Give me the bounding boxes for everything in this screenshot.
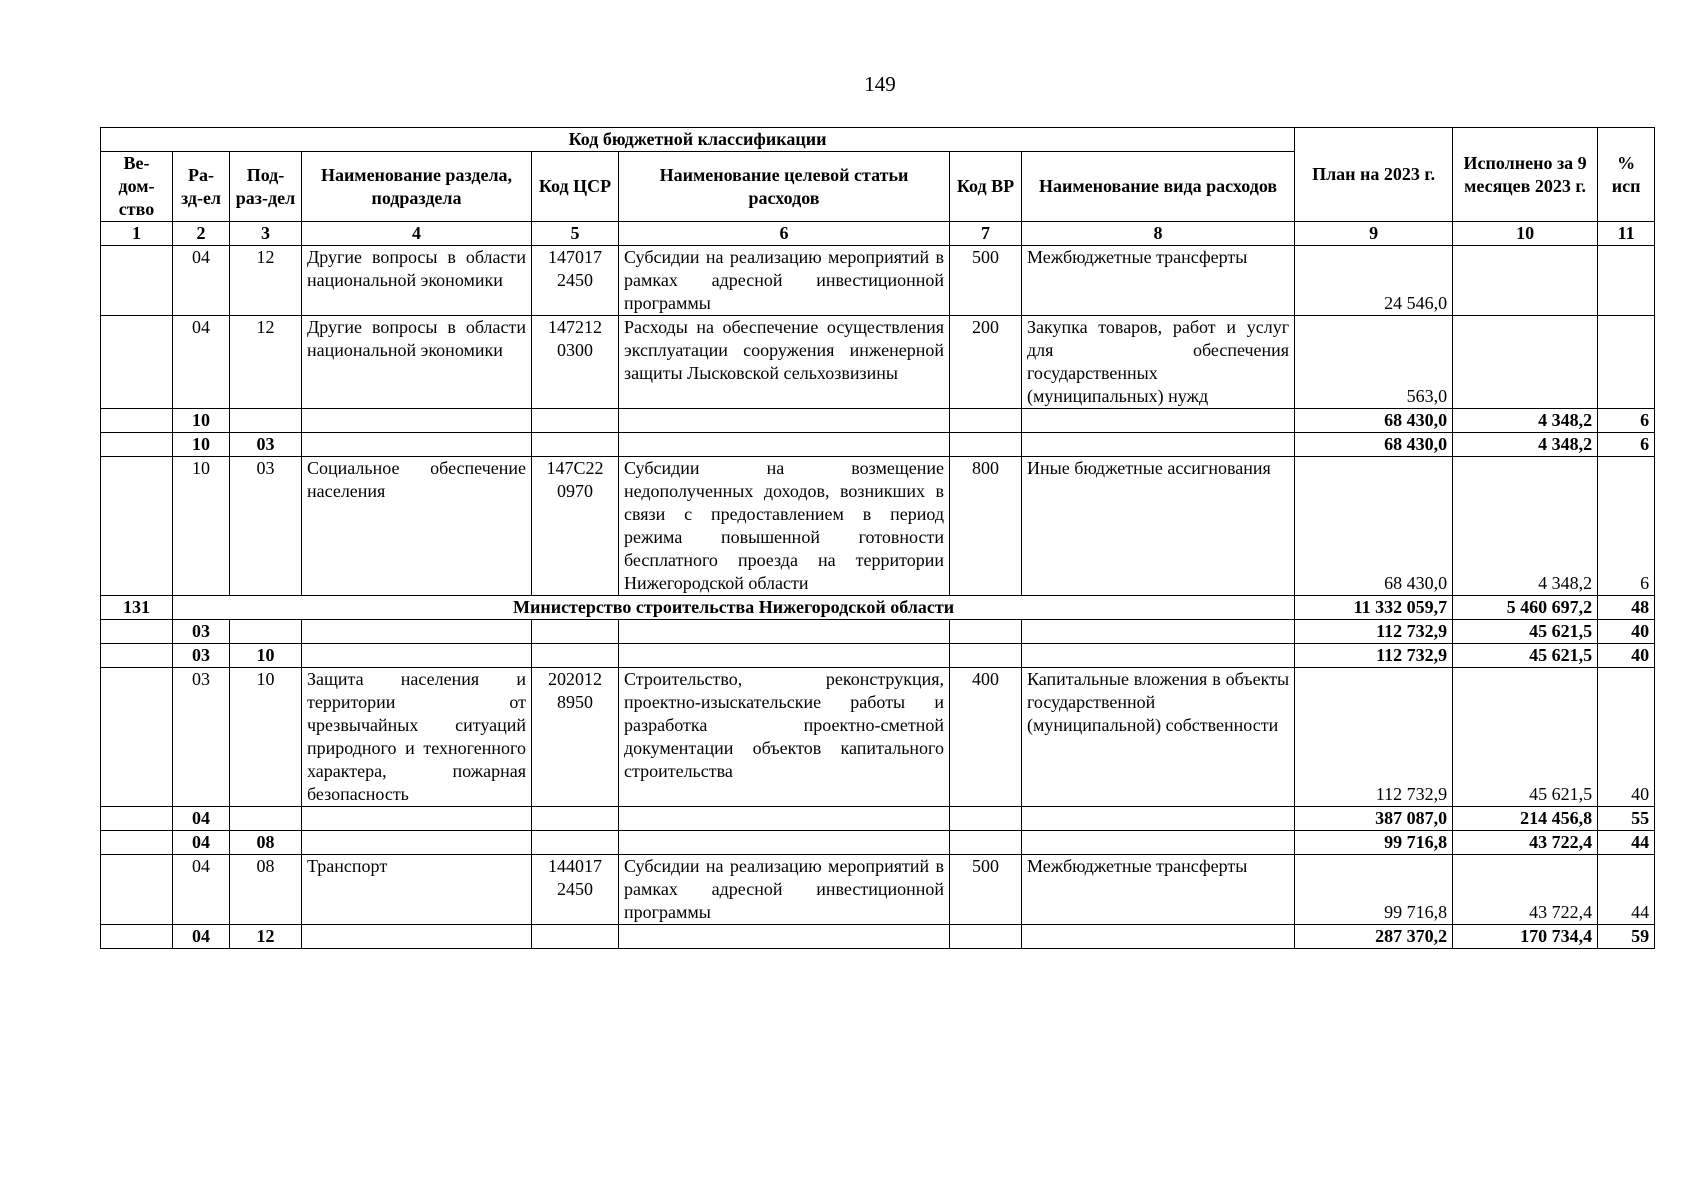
- cell-ispolneno: 43 722,4: [1453, 831, 1598, 855]
- cell-naim-razdela: Социальное обеспечение населения: [302, 457, 532, 596]
- cell-naim-razdela: Защита населения и территории от чрезвычайных ситуаций природного и техногенного характера, пожарная безопасность: [302, 668, 532, 807]
- table-row: [101, 246, 1655, 316]
- cell-empty: [302, 807, 532, 831]
- cell-ispolneno: 43 722,4: [1453, 855, 1598, 925]
- cell-podrazdel: 08: [230, 831, 302, 855]
- cell-razdel: 10: [173, 409, 230, 433]
- header-numbers-row: [101, 222, 1655, 246]
- cell-vedomstvo: [101, 855, 173, 925]
- header-plan: План на 2023 г.: [1295, 128, 1453, 222]
- cell-ispolneno: 170 734,4: [1453, 925, 1598, 949]
- cell-ispolneno: 4 348,2: [1453, 457, 1598, 596]
- cell-empty: [101, 807, 173, 831]
- header-razdel: Ра-зд-ел: [173, 152, 230, 222]
- header-naim-vida: Наименование вида расходов: [1022, 152, 1295, 222]
- cell-plan: 68 430,0: [1295, 409, 1453, 433]
- cell-podrazdel: 03: [230, 433, 302, 457]
- cell-ispolneno: 4 348,2: [1453, 433, 1598, 457]
- cell-razdel: 04: [173, 855, 230, 925]
- cell-empty: [619, 807, 950, 831]
- subtotal-row: [101, 644, 1655, 668]
- page-number: 149: [864, 72, 896, 96]
- column-number: 4: [302, 222, 532, 246]
- cell-plan: 112 732,9: [1295, 620, 1453, 644]
- cell-vedomstvo: [101, 668, 173, 807]
- cell-empty: [1022, 620, 1295, 644]
- cell-ispolneno: 45 621,5: [1453, 620, 1598, 644]
- ministry-row: [101, 596, 1655, 620]
- cell-razdel: 10: [173, 433, 230, 457]
- cell-kod-csr: 147212 0300: [532, 316, 619, 409]
- column-number: 7: [950, 222, 1022, 246]
- cell-naim-razdela: Транспорт: [302, 855, 532, 925]
- table-row: [101, 457, 1655, 596]
- cell-empty: [950, 433, 1022, 457]
- cell-plan: 68 430,0: [1295, 457, 1453, 596]
- column-number: 5: [532, 222, 619, 246]
- cell-vedomstvo: [101, 316, 173, 409]
- table-row: [101, 316, 1655, 409]
- cell-pct: 48: [1598, 596, 1655, 620]
- cell-empty: [101, 925, 173, 949]
- cell-empty: [1022, 409, 1295, 433]
- cell-naim-vida: Закупка товаров, работ и услуг для обеспечения государственных (муниципальных) нужд: [1022, 316, 1295, 409]
- cell-vedomstvo: [101, 457, 173, 596]
- cell-kod-vr: 800: [950, 457, 1022, 596]
- cell-naim-celevoy: Субсидии на реализацию мероприятий в рамках адресной инвестиционной программы: [619, 246, 950, 316]
- column-number: 3: [230, 222, 302, 246]
- header-kod-csr: Код ЦСР: [532, 152, 619, 222]
- header-vedomstvo: Ве-дом-ство: [101, 152, 173, 222]
- cell-podrazdel: [230, 620, 302, 644]
- cell-naim-razdela: Другие вопросы в области национальной экономики: [302, 246, 532, 316]
- cell-naim-celevoy: Субсидии на реализацию мероприятий в рамках адресной инвестиционной программы: [619, 855, 950, 925]
- cell-empty: [101, 433, 173, 457]
- cell-razdel: 04: [173, 831, 230, 855]
- header-group-title: Код бюджетной классификации: [101, 128, 1295, 152]
- cell-ispolneno: 45 621,5: [1453, 668, 1598, 807]
- header-ispolneno: Исполнено за 9 месяцев 2023 г.: [1453, 128, 1598, 222]
- cell-vedomstvo: [101, 246, 173, 316]
- subtotal-row: [101, 831, 1655, 855]
- cell-empty: [532, 644, 619, 668]
- cell-podrazdel: 10: [230, 668, 302, 807]
- cell-naim-vida: Межбюджетные трансферты: [1022, 855, 1295, 925]
- cell-razdel: 03: [173, 644, 230, 668]
- cell-kod-vr: 200: [950, 316, 1022, 409]
- cell-empty: [532, 807, 619, 831]
- subtotal-row: [101, 925, 1655, 949]
- cell-podrazdel: [230, 807, 302, 831]
- cell-empty: [302, 925, 532, 949]
- cell-plan: 99 716,8: [1295, 855, 1453, 925]
- cell-naim-razdela: Другие вопросы в области национальной экономики: [302, 316, 532, 409]
- cell-plan: 24 546,0: [1295, 246, 1453, 316]
- cell-empty: [619, 644, 950, 668]
- subtotal-row: [101, 409, 1655, 433]
- cell-kod-csr: 147017 2450: [532, 246, 619, 316]
- cell-empty: [532, 409, 619, 433]
- cell-pct: 44: [1598, 831, 1655, 855]
- cell-kod-vr: 500: [950, 246, 1022, 316]
- column-number: 9: [1295, 222, 1453, 246]
- cell-empty: [1022, 831, 1295, 855]
- cell-kod-vr: 400: [950, 668, 1022, 807]
- cell-empty: [950, 807, 1022, 831]
- cell-empty: [619, 409, 950, 433]
- cell-empty: [532, 925, 619, 949]
- cell-razdel: 04: [173, 925, 230, 949]
- header-naim-razdela: Наименование раздела, подраздела: [302, 152, 532, 222]
- column-number: 1: [101, 222, 173, 246]
- cell-pct: 44: [1598, 855, 1655, 925]
- cell-empty: [619, 831, 950, 855]
- cell-empty: [1022, 644, 1295, 668]
- column-number: 6: [619, 222, 950, 246]
- cell-empty: [532, 620, 619, 644]
- cell-razdel: 04: [173, 246, 230, 316]
- cell-plan: 112 732,9: [1295, 644, 1453, 668]
- cell-plan: 563,0: [1295, 316, 1453, 409]
- cell-empty: [950, 925, 1022, 949]
- column-number: 2: [173, 222, 230, 246]
- header-pct: % исп: [1598, 128, 1655, 222]
- cell-podrazdel: 10: [230, 644, 302, 668]
- cell-ispolneno: [1453, 316, 1598, 409]
- table-body: [101, 246, 1655, 949]
- cell-pct: [1598, 246, 1655, 316]
- cell-pct: 6: [1598, 409, 1655, 433]
- cell-empty: [302, 831, 532, 855]
- cell-razdel: 10: [173, 457, 230, 596]
- cell-pct: 40: [1598, 620, 1655, 644]
- cell-razdel: 04: [173, 316, 230, 409]
- ministry-name: Министерство строительства Нижегородской области: [173, 596, 1295, 620]
- table-row: [101, 668, 1655, 807]
- cell-empty: [532, 433, 619, 457]
- cell-kod-csr: 147С22 0970: [532, 457, 619, 596]
- cell-podrazdel: 08: [230, 855, 302, 925]
- subtotal-row: [101, 620, 1655, 644]
- cell-pct: 59: [1598, 925, 1655, 949]
- cell-razdel: 04: [173, 807, 230, 831]
- cell-ispolneno: 5 460 697,2: [1453, 596, 1598, 620]
- cell-empty: [302, 433, 532, 457]
- cell-ispolneno: 4 348,2: [1453, 409, 1598, 433]
- cell-empty: [101, 409, 173, 433]
- cell-pct: 6: [1598, 457, 1655, 596]
- table-row: [101, 855, 1655, 925]
- cell-empty: [950, 644, 1022, 668]
- cell-empty: [302, 644, 532, 668]
- cell-podrazdel: 12: [230, 925, 302, 949]
- cell-naim-celevoy: Строительство, реконструкция, проектно-изыскательские работы и разработка проектно-сметной документации объектов капитального строительства: [619, 668, 950, 807]
- cell-podrazdel: [230, 409, 302, 433]
- cell-empty: [619, 620, 950, 644]
- budget-table: [100, 127, 1655, 949]
- cell-razdel: 03: [173, 620, 230, 644]
- cell-naim-vida: Иные бюджетные ассигнования: [1022, 457, 1295, 596]
- cell-pct: [1598, 316, 1655, 409]
- column-number: 8: [1022, 222, 1295, 246]
- cell-empty: [302, 409, 532, 433]
- cell-plan: 387 087,0: [1295, 807, 1453, 831]
- cell-kod-vr: 500: [950, 855, 1022, 925]
- cell-razdel: 03: [173, 668, 230, 807]
- cell-naim-vida: Межбюджетные трансферты: [1022, 246, 1295, 316]
- header-group-row: [101, 128, 1655, 152]
- cell-podrazdel: 12: [230, 316, 302, 409]
- cell-plan: 112 732,9: [1295, 668, 1453, 807]
- cell-podrazdel: 03: [230, 457, 302, 596]
- cell-podrazdel: 12: [230, 246, 302, 316]
- column-number: 10: [1453, 222, 1598, 246]
- cell-empty: [302, 620, 532, 644]
- header-naim-celevoy: Наименование целевой статьи расходов: [619, 152, 950, 222]
- cell-empty: [950, 831, 1022, 855]
- cell-empty: [950, 409, 1022, 433]
- cell-empty: [619, 433, 950, 457]
- cell-empty: [101, 831, 173, 855]
- cell-empty: [1022, 925, 1295, 949]
- header-podrazdel: Под-раз-дел: [230, 152, 302, 222]
- cell-pct: 40: [1598, 644, 1655, 668]
- subtotal-row: [101, 807, 1655, 831]
- column-number: 11: [1598, 222, 1655, 246]
- cell-pct: 55: [1598, 807, 1655, 831]
- cell-plan: 68 430,0: [1295, 433, 1453, 457]
- cell-empty: [101, 644, 173, 668]
- cell-empty: [950, 620, 1022, 644]
- cell-pct: 6: [1598, 433, 1655, 457]
- cell-pct: 40: [1598, 668, 1655, 807]
- cell-naim-celevoy: Субсидии на возмещение недополученных доходов, возникших в связи с предоставлением в период режима повышенной готовности бесплатного проезда на территории Нижегородской области: [619, 457, 950, 596]
- cell-ispolneno: [1453, 246, 1598, 316]
- cell-plan: 99 716,8: [1295, 831, 1453, 855]
- cell-naim-celevoy: Расходы на обеспечение осуществления эксплуатации сооружения инженерной защиты Лысковской сельхозвизины: [619, 316, 950, 409]
- cell-empty: [532, 831, 619, 855]
- cell-empty: [619, 925, 950, 949]
- subtotal-row: [101, 433, 1655, 457]
- cell-ispolneno: 45 621,5: [1453, 644, 1598, 668]
- cell-ispolneno: 214 456,8: [1453, 807, 1598, 831]
- cell-vedomstvo: 131: [101, 596, 173, 620]
- cell-empty: [1022, 433, 1295, 457]
- cell-plan: 287 370,2: [1295, 925, 1453, 949]
- cell-kod-csr: 202012 8950: [532, 668, 619, 807]
- cell-empty: [1022, 807, 1295, 831]
- cell-kod-csr: 144017 2450: [532, 855, 619, 925]
- cell-naim-vida: Капитальные вложения в объекты государственной (муниципальной) собственности: [1022, 668, 1295, 807]
- header-kod-vr: Код ВР: [950, 152, 1022, 222]
- cell-empty: [101, 620, 173, 644]
- cell-plan: 11 332 059,7: [1295, 596, 1453, 620]
